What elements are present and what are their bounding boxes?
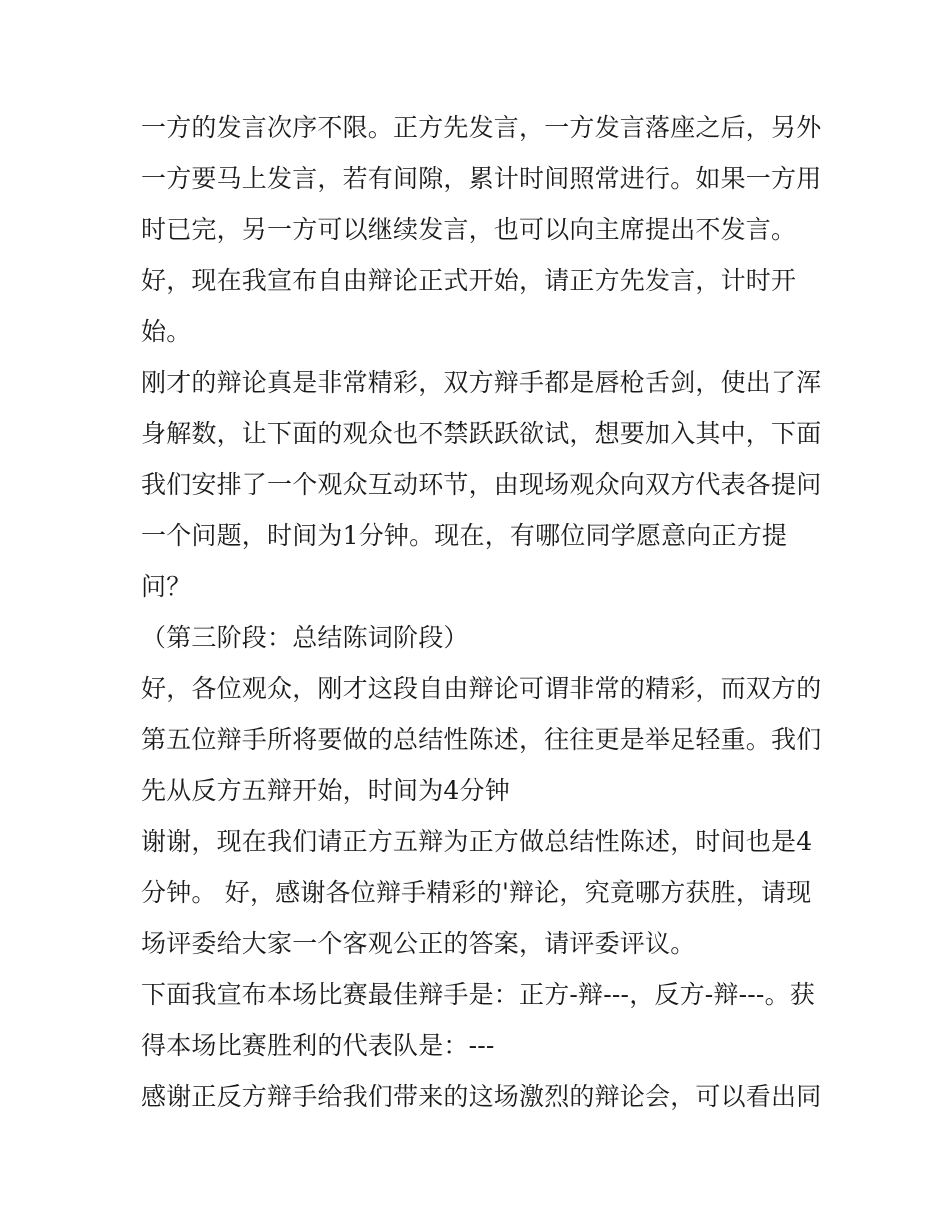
text-line: 好，各位观众，刚才这段自由辩论可谓非常的精彩，而双方的 [141, 674, 822, 703]
text-line: 刚才的辩论真是非常精彩，双方辩手都是唇枪舌剑，使出了浑 [141, 368, 822, 397]
text-line: 身解数，让下面的观众也不禁跃跃欲试，想要加入其中，下面 [141, 419, 822, 448]
text-line: 感谢正反方辩手给我们带来的这场激烈的辩论会，可以看出同 [141, 1082, 822, 1111]
text-line: 得本场比赛胜利的代表队是：--- [141, 1031, 495, 1060]
text-line: 场评委给大家一个客观公正的答案，请评委评议。 [141, 929, 696, 958]
text-line: 一方要马上发言，若有间隙，累计时间照常进行。如果一方用 [141, 164, 822, 193]
text-line: 一方的发言次序不限。正方先发言，一方发言落座之后，另外 [141, 113, 822, 142]
text-line: 问？ [141, 572, 192, 601]
section-heading: （第三阶段：总结陈词阶段） [141, 623, 469, 652]
text-line: 先从反方五辩开始，时间为4分钟 [141, 776, 510, 805]
text-line: 一个问题，时间为1分钟。现在，有哪位同学愿意向正方提 [141, 521, 788, 550]
text-line: 谢谢，现在我们请正方五辩为正方做总结性陈述，时间也是4 [141, 827, 813, 856]
text-line: 好，现在我宣布自由辩论正式开始，请正方先发言，计时开 [141, 266, 797, 295]
text-line: 时已完，另一方可以继续发言，也可以向主席提出不发言。 [141, 215, 797, 244]
text-line: 第五位辩手所将要做的总结性陈述，往往更是举足轻重。我们 [141, 725, 822, 754]
text-line: 我们安排了一个观众互动环节，由现场观众向双方代表各提问 [141, 470, 822, 499]
document-body [141, 102, 821, 1122]
text-line: 下面我宣布本场比赛最佳辩手是：正方-辩---，反方-辩---。获 [141, 980, 815, 1009]
text-line: 始。 [141, 317, 192, 346]
text-line: 分钟。 好，感谢各位辩手精彩的'辩论，究竟哪方获胜，请现 [141, 878, 812, 907]
